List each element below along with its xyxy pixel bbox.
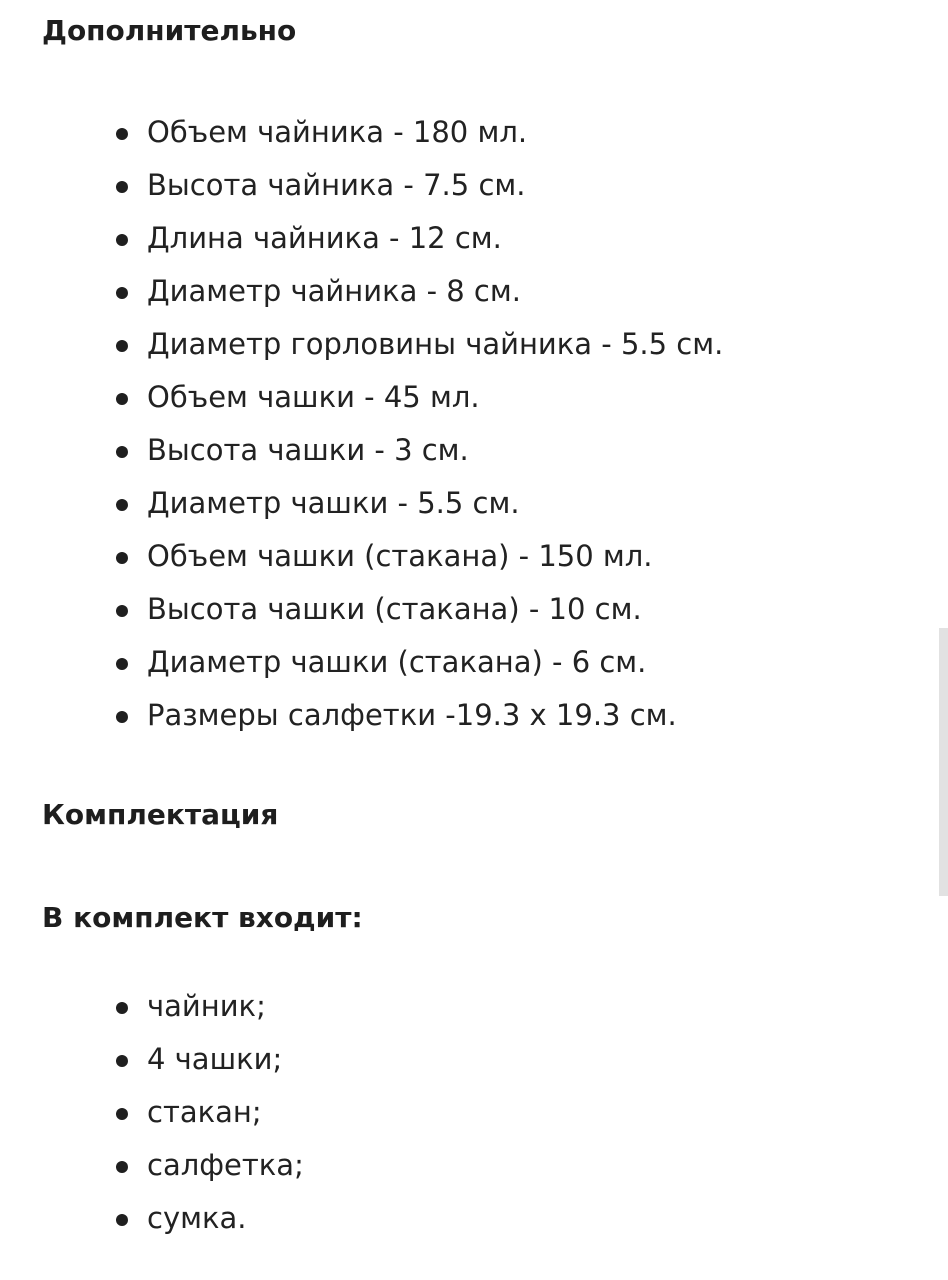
specs-list <box>0 106 723 742</box>
section-heading-package: Комплектация <box>42 798 279 831</box>
includes-list <box>0 980 304 1245</box>
list-item: Объем чашки - 45 мл. <box>0 371 723 424</box>
bullet-icon <box>116 711 128 723</box>
list-item: чайник; <box>0 980 304 1033</box>
list-item: Диаметр чайника - 8 см. <box>0 265 723 318</box>
list-item: Длина чайника - 12 см. <box>0 212 723 265</box>
bullet-icon <box>116 181 128 193</box>
section-heading-includes: В комплект входит: <box>42 901 363 934</box>
bullet-icon <box>116 1214 128 1226</box>
list-item: стакан; <box>0 1086 304 1139</box>
list-item: Объем чайника - 180 мл. <box>0 106 723 159</box>
list-item: салфетка; <box>0 1139 304 1192</box>
list-item: 4 чашки; <box>0 1033 304 1086</box>
bullet-icon <box>116 552 128 564</box>
bullet-icon <box>116 1161 128 1173</box>
bullet-icon <box>116 446 128 458</box>
list-item: Высота чашки (стакана) - 10 см. <box>0 583 723 636</box>
bullet-icon <box>116 287 128 299</box>
scrollbar-thumb[interactable] <box>939 628 948 896</box>
bullet-icon <box>116 1108 128 1120</box>
bullet-icon <box>116 340 128 352</box>
section-heading-additional: Дополнительно <box>42 14 297 47</box>
bullet-icon <box>116 499 128 511</box>
list-item: Диаметр горловины чайника - 5.5 см. <box>0 318 723 371</box>
list-item: Размеры салфетки -19.3 х 19.3 см. <box>0 689 723 742</box>
bullet-icon <box>116 605 128 617</box>
bullet-icon <box>116 1002 128 1014</box>
bullet-icon <box>116 393 128 405</box>
list-item: сумка. <box>0 1192 304 1245</box>
bullet-icon <box>116 1055 128 1067</box>
list-item: Диаметр чашки (стакана) - 6 см. <box>0 636 723 689</box>
list-item: Диаметр чашки - 5.5 см. <box>0 477 723 530</box>
list-item: Высота чайника - 7.5 см. <box>0 159 723 212</box>
list-item: Высота чашки - 3 см. <box>0 424 723 477</box>
bullet-icon <box>116 658 128 670</box>
list-item: Объем чашки (стакана) - 150 мл. <box>0 530 723 583</box>
bullet-icon <box>116 128 128 140</box>
bullet-icon <box>116 234 128 246</box>
